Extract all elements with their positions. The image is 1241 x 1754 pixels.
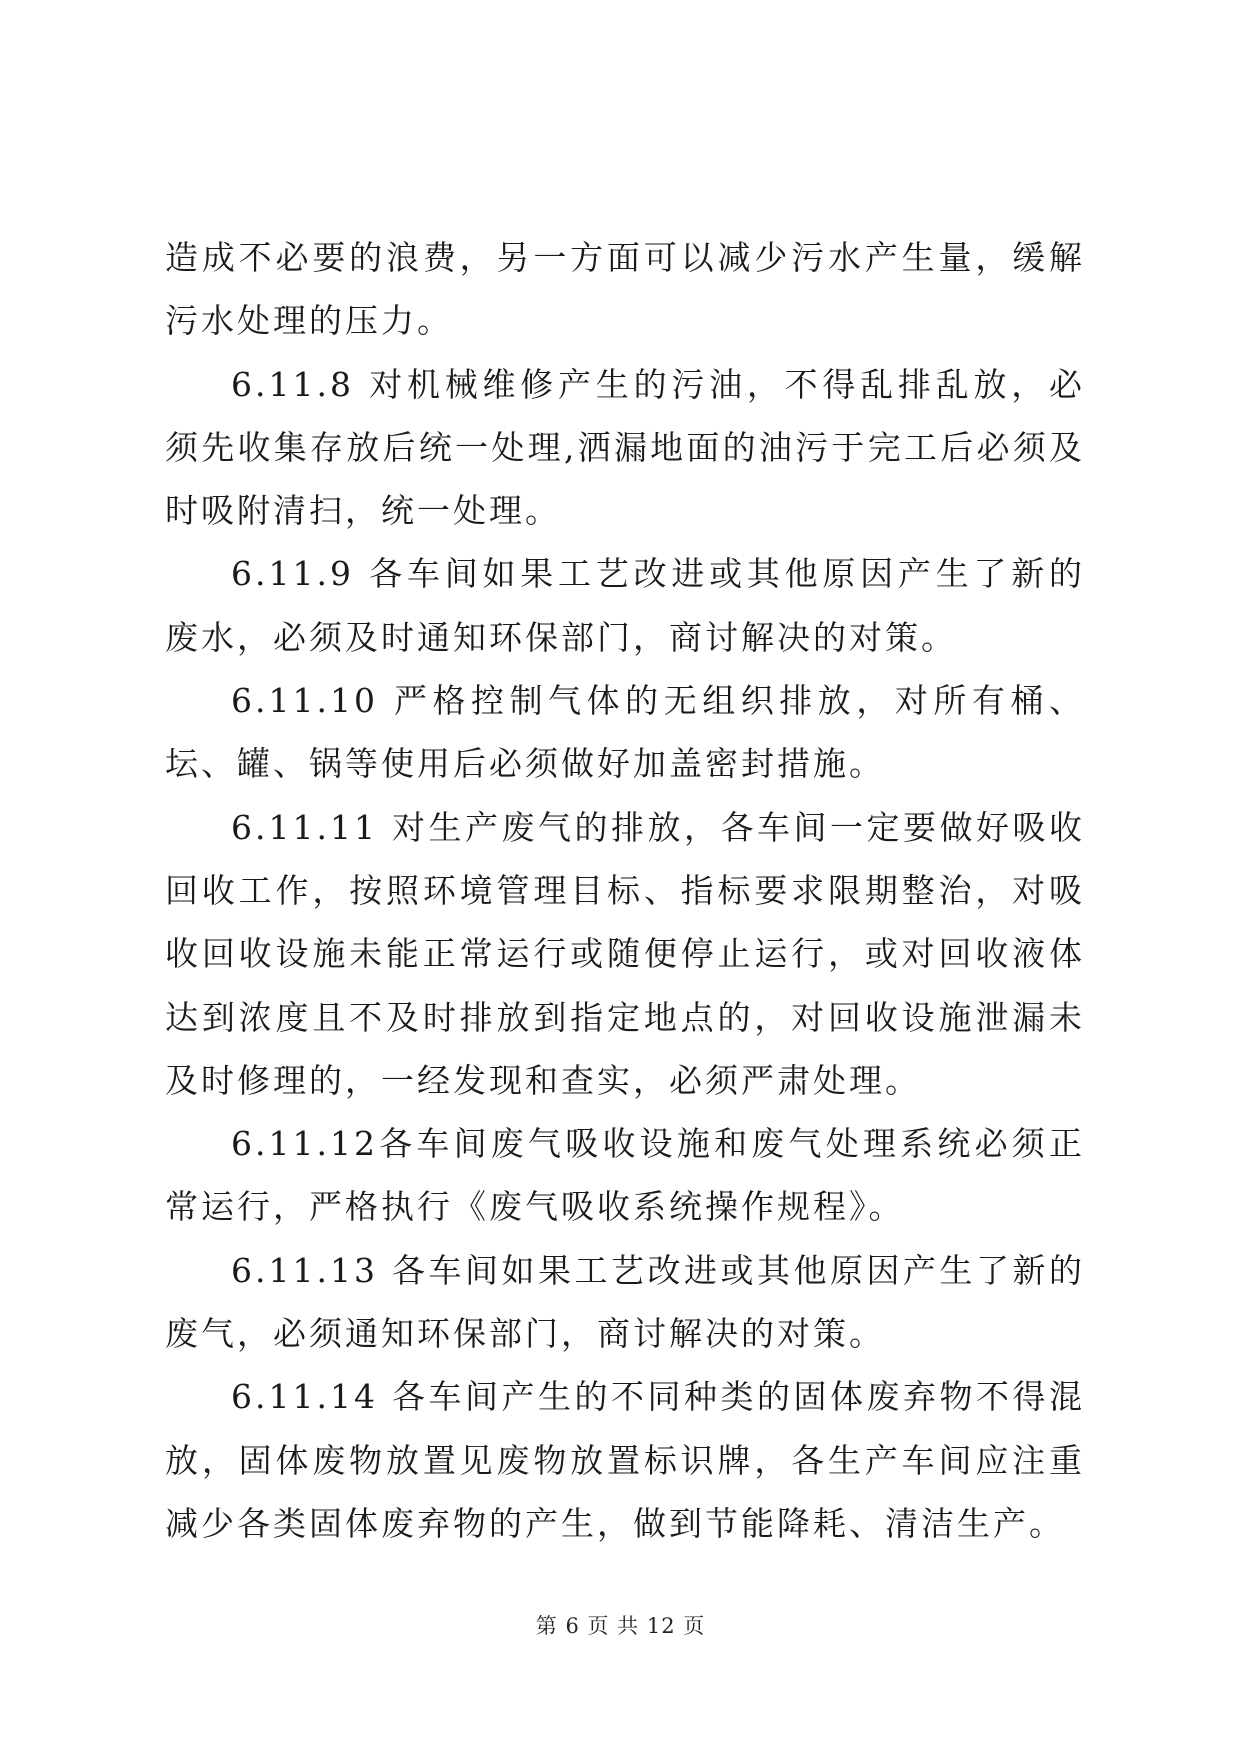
paragraph-continuation: 造成不必要的浪费，另一方面可以减少污水产生量，缓解污水处理的压力。 xyxy=(165,238,1085,341)
document-body xyxy=(165,226,1085,1555)
page-footer: 第 6 页 共 12 页 xyxy=(535,1614,706,1638)
clause-6-11-13: 6.11.13 各车间如果工艺改进或其他原因产生了新的废气，必须通知环保部门，商讨解决的对策。 xyxy=(165,1250,1085,1354)
clause-6-11-8: 6.11.8 对机械维修产生的污油，不得乱排乱放，必须先收集存放后统一处理,洒漏地面的油污于完工后必须及时吸附清扫，统一处理。 xyxy=(165,364,1085,531)
clause-6-11-14: 6.11.14 各车间产生的不同种类的固体废弃物不得混放，固体废物放置见废物放置标识牌，各生产车间应注重减少各类固体废弃物的产生，做到节能降耗、清洁生产。 xyxy=(165,1377,1085,1543)
clause-6-11-9: 6.11.9 各车间如果工艺改进或其他原因产生了新的废水，必须及时通知环保部门，商讨解决的对策。 xyxy=(165,554,1085,657)
clause-6-11-12: 6.11.12各车间废气吸收设施和废气处理系统必须正常运行，严格执行《废气吸收系统操作规程》。 xyxy=(165,1124,1085,1227)
clause-6-11-11: 6.11.11 对生产废气的排放，各车间一定要做好吸收回收工作，按照环境管理目标、指标要求限期整治，对吸收回收设施未能正常运行或随便停止运行，或对回收液体达到浓度且不及时排放到指定地点的，对回收设施泄漏未及时修理的，一经发现和查实，必须严肃处理。 xyxy=(165,807,1085,1100)
clause-6-11-10: 6.11.10 严格控制气体的无组织排放，对所有桶、坛、罐、锅等使用后必须做好加盖密封措施。 xyxy=(165,681,1085,784)
